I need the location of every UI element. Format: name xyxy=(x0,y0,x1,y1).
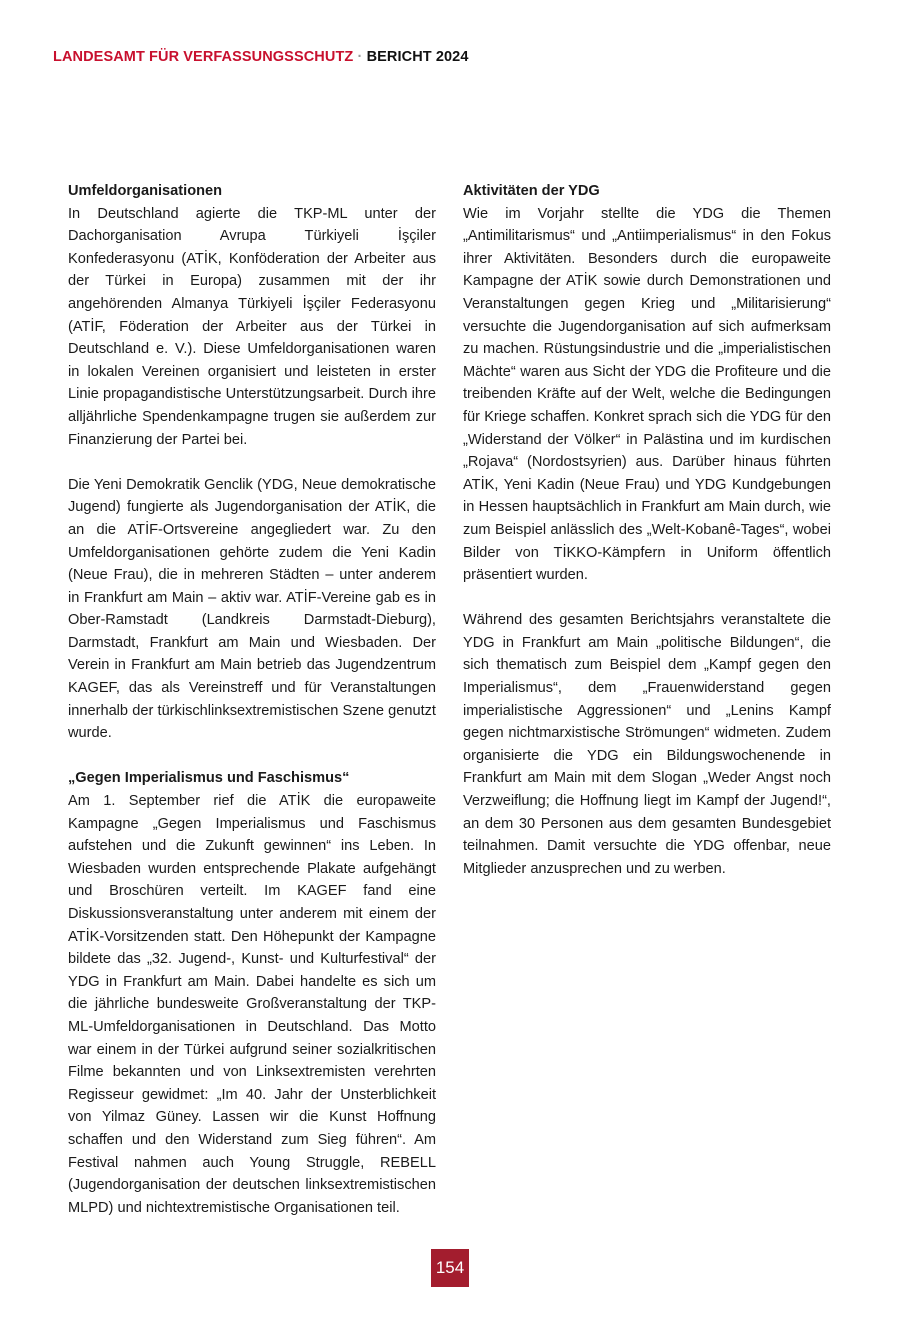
paragraph-umfeld-1: In Deutschland agierte die TKP-ML unter der Dachorganisation Avrupa Türkiyeli İşçiler Konfederasyonu (ATİK, Konföderation der Arbeiter aus der Türkei in Europa) zusammen mit der ihr angehörenden Almanya Türkiyeli İşçiler Federasyonu (ATİF, Föderation der Arbeiter aus der Türkei in Deutschland e. V.). Diese Umfeldorganisationen waren in lokalen Vereinen organisiert und leisteten in erster Linie propagandistische Unterstützungsarbeit. Durch ihre alljährliche Spendenkampagne trugen sie außerdem zur Finanzierung der Partei bei. xyxy=(68,205,436,448)
paragraph-aktivitaeten-1: Wie im Vorjahr stellte die YDG die Themen „Antimilitarismus“ und „Antiimperialismus“ in den Fokus ihrer Aktivitäten. Besonders durch die europaweite Kampagne der ATİK sowie durch Demonstrationen und Veranstaltungen gegen Krieg und „Militarisierung“ versuchte die Jugendorganisation auf sich aufmerksam zu machen. Rüstungsindustrie und die „imperialistischen Mächte“ waren aus Sicht der YDG die Profiteure und die treibenden Kräfte auf der Welt, welche die Bedingungen für Kriege schaffen. Konkret sprach sich die YDG für den „Widerstand der Völker“ in Palästina und im kurdischen „Rojava“ (Nordostsyrien) aus. Darüber hinaus führten ATİK, Yeni Kadin (Neue Frau) und YDG Kundgebungen in Hessen hauptsächlich in Frankfurt am Main durch, wie zum Beispiel anlässlich des „Welt-Kobanê-Tages“, wobei Bilder von TİKKO-Kämpfern in Uniform öffentlich präsentiert wurden. xyxy=(463,205,831,584)
paragraph-aktivitaeten-2: Während des gesamten Berichtsjahrs veranstaltete die YDG in Frankfurt am Main „politische Bildungen“, die sich thematisch zum Beispiel dem „Kampf gegen den Imperialismus“, dem „Frauenwiderstand gegen imperialistische Aggressionen“ und „Lenins Kampf gegen nichtmarxistische Strömungen“ widmeten. Zudem organisierte die YDG ein Bildungswochenende in Frankfurt am Main mit dem Slogan „Weder Angst noch Verzweiflung; die Hoffnung liegt im Kampf der Jugend!“, an dem 30 Personen aus dem gesamten Bundesgebiet teilnahmen. Damit versuchte die YDG offenbar, neue Mitglieder anzusprechen und zu werben. xyxy=(463,612,831,877)
page-number-badge: 154 xyxy=(431,1249,469,1287)
heading-gegen-imperialismus: „Gegen Imperialismus und Faschismus“ xyxy=(68,770,350,787)
running-header xyxy=(53,49,469,65)
heading-umfeldorganisationen: Umfeldorganisationen xyxy=(68,183,223,199)
paragraph-umfeld-2: Die Yeni Demokratik Genclik (YDG, Neue demokratische Jugend) fungierte als Jugendorganisation der ATİK, die an die ATİF-Ortsvereine angegliedert war. Zu den Umfeldorganisationen gehörte zudem die Yeni Kadin (Neue Frau), die in mehreren Städten – unter anderem in Frankfurt am Main – aktiv war. ATİF-Vereine gab es in Ober-Ramstadt (Landkreis Darmstadt-Dieburg), Darmstadt, Frankfurt am Main und Wiesbaden. Der Verein in Frankfurt am Main betrieb das Jugendzentrum KAGEF, das als Vereinstreff und für Veranstaltungen innerhalb der türkischlinksextremistischen Szene genutzt wurde. xyxy=(68,476,436,742)
header-org: LANDESAMT FÜR VERFASSUNGSSCHUTZ xyxy=(53,49,354,65)
paragraph-gegen-imperialismus: Am 1. September rief die ATİK die europaweite Kampagne „Gegen Imperialismus und Faschismus aufstehen und die Zukunft gewinnen“ ins Leben. In Wiesbaden wurden entsprechende Plakate aufgehängt und Broschüren verteilt. Im KAGEF fand eine Diskussionsveranstaltung unter anderem mit einem der ATİK-Vorsitzenden statt. Den Höhepunkt der Kampagne bildete das „32. Jugend-, Kunst- und Kulturfestival“ der YDG in Frankfurt am Main. Dabei handelte es sich um die jährliche bundesweite Großveranstaltung der TKP-ML-Umfeldorganisationen in Deutschland. Das Motto war einem in der Türkei aufgrund seiner sozialkritischen Filme bekannten und von Linksextremisten verehrten Regisseur gewidmet: „Im 40. Jahr der Unsterblichkeit von Yilmaz Güney. Lassen wir die Kunst Hoffnung schaffen und den Widerstand zum Sieg führen“. Am Festival nahmen auch Young Struggle, REBELL (Jugendorganisation der deutschen linksextremistischen MLPD) und nichtextremistische Organisationen teil. xyxy=(68,793,436,1216)
heading-aktivitaeten-ydg: Aktivitäten der YDG xyxy=(463,183,600,199)
header-report: BERICHT 2024 xyxy=(366,49,469,65)
left-column xyxy=(68,180,436,1242)
right-column xyxy=(463,180,831,903)
header-separator: · xyxy=(357,49,363,65)
